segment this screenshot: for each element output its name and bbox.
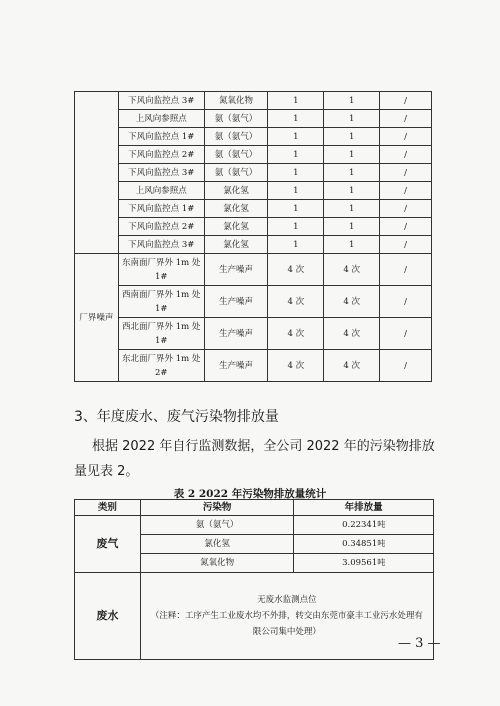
table-row bbox=[75, 318, 432, 350]
monitor-count-b: 4 次 bbox=[324, 286, 380, 318]
table-row bbox=[75, 128, 432, 146]
monitor-count-a: 1 bbox=[268, 146, 324, 164]
gas-category: 废气 bbox=[75, 516, 141, 573]
monitor-count-a: 1 bbox=[268, 128, 324, 146]
emission-table bbox=[74, 499, 434, 660]
monitor-count-c: / bbox=[380, 182, 432, 200]
monitor-count-a: 1 bbox=[268, 92, 324, 110]
monitor-count-c: / bbox=[380, 146, 432, 164]
monitor-count-a: 4 次 bbox=[268, 318, 324, 350]
table-row bbox=[75, 164, 432, 182]
monitor-count-c: / bbox=[380, 110, 432, 128]
gas-amount: 3.09561吨 bbox=[294, 554, 434, 573]
monitor-count-b: 1 bbox=[324, 128, 380, 146]
monitor-count-c: / bbox=[380, 218, 432, 236]
monitoring-table bbox=[74, 91, 432, 382]
water-note-line2: （注释：工序产生工业废水均不外排，转交由东莞市豪丰工业污水处理有限公司集中处理） bbox=[150, 611, 423, 637]
monitor-count-b: 1 bbox=[324, 110, 380, 128]
paragraph-text: 根据 2022 年自行监测数据，全公司 2022 年的污染物排放量见表 2。 bbox=[74, 439, 435, 479]
water-note bbox=[140, 573, 433, 660]
water-note-line1: 无废水监测点位 bbox=[257, 595, 317, 605]
monitor-count-b: 1 bbox=[324, 164, 380, 182]
monitor-location: 上风向参照点 bbox=[118, 110, 204, 128]
monitor-count-b: 1 bbox=[324, 218, 380, 236]
table-row bbox=[75, 286, 432, 318]
monitor-count-c: / bbox=[380, 254, 432, 286]
monitor-location: 东北面厂界外 1m 处 2# bbox=[118, 350, 204, 382]
table-row bbox=[75, 200, 432, 218]
monitor-count-c: / bbox=[380, 236, 432, 254]
monitor-pollutant: 生产噪声 bbox=[204, 350, 268, 382]
monitor-pollutant: 氯化氢 bbox=[204, 182, 268, 200]
monitor-count-a: 4 次 bbox=[268, 286, 324, 318]
gas-pollutant: 氮氧化物 bbox=[140, 554, 294, 573]
monitor-location: 下风向监控点 2# bbox=[118, 146, 204, 164]
monitor-count-a: 1 bbox=[268, 182, 324, 200]
monitor-pollutant: 氨（氨气） bbox=[204, 128, 268, 146]
monitor-count-a: 1 bbox=[268, 164, 324, 182]
monitoring-table-body bbox=[75, 92, 432, 382]
monitor-pollutant: 生产噪声 bbox=[204, 318, 268, 350]
monitor-pollutant: 氨（氨气） bbox=[204, 164, 268, 182]
table-row bbox=[75, 350, 432, 382]
header-amount: 年排放量 bbox=[294, 500, 434, 516]
section-heading: 3、年度废水、废气污染物排放量 bbox=[74, 409, 279, 425]
header-pollutant: 污染物 bbox=[140, 500, 294, 516]
monitor-count-a: 4 次 bbox=[268, 350, 324, 382]
monitor-count-c: / bbox=[380, 318, 432, 350]
monitor-count-c: / bbox=[380, 286, 432, 318]
monitor-count-c: / bbox=[380, 128, 432, 146]
monitor-count-b: 1 bbox=[324, 182, 380, 200]
monitor-count-c: / bbox=[380, 92, 432, 110]
monitor-pollutant: 氮氧化物 bbox=[204, 92, 268, 110]
noise-category: 厂界噪声 bbox=[75, 254, 119, 382]
monitor-pollutant: 生产噪声 bbox=[204, 254, 268, 286]
page-number: — 3 — bbox=[398, 636, 441, 651]
table-caption: 表 2 2022 年污染物排放量统计 bbox=[173, 488, 327, 500]
monitor-count-a: 4 次 bbox=[268, 254, 324, 286]
header-category: 类别 bbox=[75, 500, 141, 516]
monitor-pollutant: 氨（氨气） bbox=[204, 146, 268, 164]
monitor-count-a: 1 bbox=[268, 218, 324, 236]
monitor-pollutant: 氨（氨气） bbox=[204, 110, 268, 128]
monitor-location: 东南面厂界外 1m 处 1# bbox=[118, 254, 204, 286]
monitor-count-a: 1 bbox=[268, 236, 324, 254]
monitor-count-c: / bbox=[380, 200, 432, 218]
gas-pollutant: 氨（氨气） bbox=[140, 516, 294, 535]
water-row bbox=[75, 573, 434, 660]
monitor-location: 下风向监控点 3# bbox=[118, 92, 204, 110]
monitor-count-b: 1 bbox=[324, 146, 380, 164]
monitor-count-b: 1 bbox=[324, 200, 380, 218]
monitor-count-a: 1 bbox=[268, 110, 324, 128]
gas-amount: 0.34851吨 bbox=[294, 535, 434, 554]
table-row bbox=[75, 182, 432, 200]
table-row bbox=[75, 254, 432, 286]
monitor-count-b: 4 次 bbox=[324, 350, 380, 382]
gas-row bbox=[75, 516, 434, 535]
monitor-pollutant: 氯化氢 bbox=[204, 200, 268, 218]
monitor-location: 西北面厂界外 1m 处 1# bbox=[118, 318, 204, 350]
table-row bbox=[75, 236, 432, 254]
monitor-count-c: / bbox=[380, 350, 432, 382]
air-category-cell bbox=[75, 92, 119, 254]
monitor-location: 下风向监控点 3# bbox=[118, 164, 204, 182]
monitor-location: 西南面厂界外 1m 处 1# bbox=[118, 286, 204, 318]
table-row bbox=[75, 110, 432, 128]
monitor-count-b: 4 次 bbox=[324, 318, 380, 350]
gas-amount: 0.22341吨 bbox=[294, 516, 434, 535]
emission-header-row bbox=[75, 500, 434, 516]
monitor-count-b: 1 bbox=[324, 92, 380, 110]
gas-pollutant: 氯化氢 bbox=[140, 535, 294, 554]
monitor-location: 下风向监控点 1# bbox=[118, 128, 204, 146]
monitor-count-a: 1 bbox=[268, 200, 324, 218]
monitor-location: 下风向监控点 2# bbox=[118, 218, 204, 236]
monitor-count-b: 4 次 bbox=[324, 254, 380, 286]
table-row bbox=[75, 146, 432, 164]
monitor-location: 上风向参照点 bbox=[118, 182, 204, 200]
monitor-count-c: / bbox=[380, 164, 432, 182]
monitor-location: 下风向监控点 3# bbox=[118, 236, 204, 254]
table-row bbox=[75, 218, 432, 236]
table-row bbox=[75, 92, 432, 110]
body-paragraph bbox=[74, 434, 444, 484]
monitor-count-b: 1 bbox=[324, 236, 380, 254]
monitor-pollutant: 氯化氢 bbox=[204, 236, 268, 254]
monitor-pollutant: 生产噪声 bbox=[204, 286, 268, 318]
monitor-pollutant: 氯化氢 bbox=[204, 218, 268, 236]
water-category: 废水 bbox=[75, 573, 141, 660]
monitor-location: 下风向监控点 1# bbox=[118, 200, 204, 218]
